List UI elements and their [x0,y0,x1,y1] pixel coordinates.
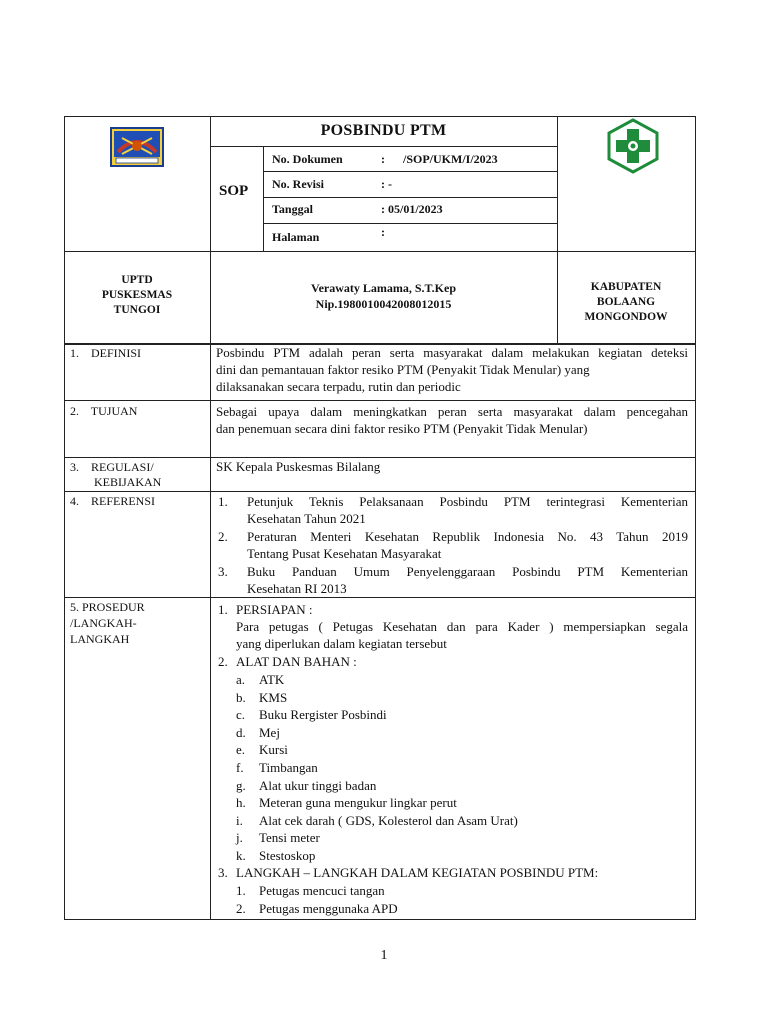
persiapan-title: PERSIAPAN : [236,602,313,617]
persiapan-num: 1. [218,602,228,617]
alat-item: Stestoskop [259,848,316,863]
meta-label-no-dokumen: No. Dokumen [272,152,343,166]
langkah-item-1: Petugas mencuci tangan [259,883,385,898]
alat-item-key: e. [236,742,246,757]
persiapan-line-1: Para petugas ( Petugas Kesehatan dan para Kader ) mempersiapkan segala [236,619,688,634]
section-label-prosedur-1: 5. PROSEDUR [70,600,145,614]
meta-value-tanggal: : 05/01/2023 [381,202,443,216]
meta-value-no-dokumen: : /SOP/UKM/I/2023 [381,152,498,166]
alat-item-key: g. [236,778,246,793]
alat-item: Mej [259,725,280,740]
langkah-item-2: Petugas menggunaka APD [259,901,398,916]
langkah-item-num-2: 2. [236,901,246,916]
referensi-item-3-line2: Kesehatan RI 2013 [247,581,347,596]
alat-item-key: b. [236,690,246,705]
page-number: 1 [380,948,388,963]
referensi-item-3-line1: Buku Panduan Umum Penyelenggaraan Posbindu PTM Kementerian [247,564,688,579]
alat-item: Kursi [259,742,288,757]
section-label-tujuan: 2. TUJUAN [70,404,138,418]
left-org-line1: UPTD [121,274,153,286]
right-org-line3: MONGONDOW [584,311,668,323]
referensi-num-2: 2. [218,529,228,544]
section-label-prosedur-3: LANGKAH [70,632,130,646]
definisi-line-2: dini dan pemantauan faktor resiko PTM (Penyakit Tidak Menular) yang [216,362,590,377]
right-org-line1: KABUPATEN [590,281,662,293]
meta-label-no-revisi: No. Revisi [272,177,324,191]
alat-item: Alat cek darah ( GDS, Kolesterol dan Asam Urat) [259,813,518,828]
persiapan-line-2: yang diperlukan dalam kegiatan tersebut [236,636,447,651]
sop-label: SOP [219,183,249,199]
right-org-line2: BOLAANG [596,296,656,308]
section-label-definisi: 1. DEFINISI [70,346,141,360]
section-label-kebijakan: KEBIJAKAN [94,475,162,489]
referensi-item-1-line1: Petunjuk Teknis Pelaksanaan Posbindu PTM terintegrasi Kementerian [247,494,688,509]
langkah-num: 3. [218,865,228,880]
meta-label-tanggal: Tanggal [272,202,313,216]
section-label-prosedur-2: /LANGKAH- [70,616,137,630]
signer-name: Verawaty Lamama, S.T.Kep [311,281,456,295]
meta-value-no-revisi: : - [381,177,392,191]
alat-item-key: i. [236,813,243,828]
document-title: POSBINDU PTM [320,122,447,139]
alat-item-key: j. [236,830,243,845]
referensi-item-2-line2: Tentang Pusat Kesehatan Masyarakat [247,546,442,561]
alat-item-key: d. [236,725,246,740]
alat-num: 2. [218,654,228,669]
section-label-regulasi: 3. REGULASI/ [70,460,154,474]
alat-item-key: c. [236,707,246,722]
definisi-line-1: Posbindu PTM adalah peran serta masyarakat dalam melakukan kegiatan deteksi [216,345,688,360]
left-org-line3: TUNGOI [113,304,161,316]
alat-item: Meteran guna mengukur lingkar perut [259,795,457,810]
signer-nip: Nip.198001004200801201​5 [315,297,452,311]
definisi-line-3: dilaksanakan secara terpadu, rutin dan periodic [216,379,461,394]
tujuan-line-2: dan penemuan secara dini faktor resiko PTM (Penyakit Tidak Menular) [216,421,588,436]
regency-emblem-logo [108,126,166,170]
alat-item-key: a. [236,672,246,687]
section-label-referensi: 4. REFERENSI [70,494,156,508]
referensi-item-2-line1: Peraturan Menteri Kesehatan Republik Indonesia No. 43 Tahun 2019 [247,529,688,544]
meta-value-halaman: : [381,225,385,239]
alat-item: ATK [259,672,285,687]
alat-item-key: f. [236,760,244,775]
langkah-item-num-1: 1. [236,883,246,898]
alat-item-key: k. [236,848,246,863]
referensi-num-3: 3. [218,564,228,579]
alat-item: Alat ukur tinggi badan [259,778,377,793]
alat-item: Tensi meter [259,830,320,845]
alat-item: KMS [259,690,288,705]
alat-item-key: h. [236,795,246,810]
puskesmas-cross-logo [605,118,661,174]
referensi-item-1-line2: Kesehatan Tahun 2021 [247,511,366,526]
alat-title: ALAT DAN BAHAN : [236,654,357,669]
referensi-num-1: 1. [218,494,228,509]
regulasi-text: SK Kepala Puskesmas Bilalang [216,459,381,474]
langkah-title: LANGKAH – LANGKAH DALAM KEGIATAN POSBINDU PTM: [236,865,599,880]
alat-item: Buku Rergister Posbindi [259,707,387,722]
left-org-line2: PUSKESMAS [101,289,173,301]
meta-label-halaman: Halaman [272,230,320,244]
alat-item: Timbangan [259,760,318,775]
tujuan-line-1: Sebagai upaya dalam meningkatkan peran serta masyarakat dalam pencegahan [216,404,688,419]
